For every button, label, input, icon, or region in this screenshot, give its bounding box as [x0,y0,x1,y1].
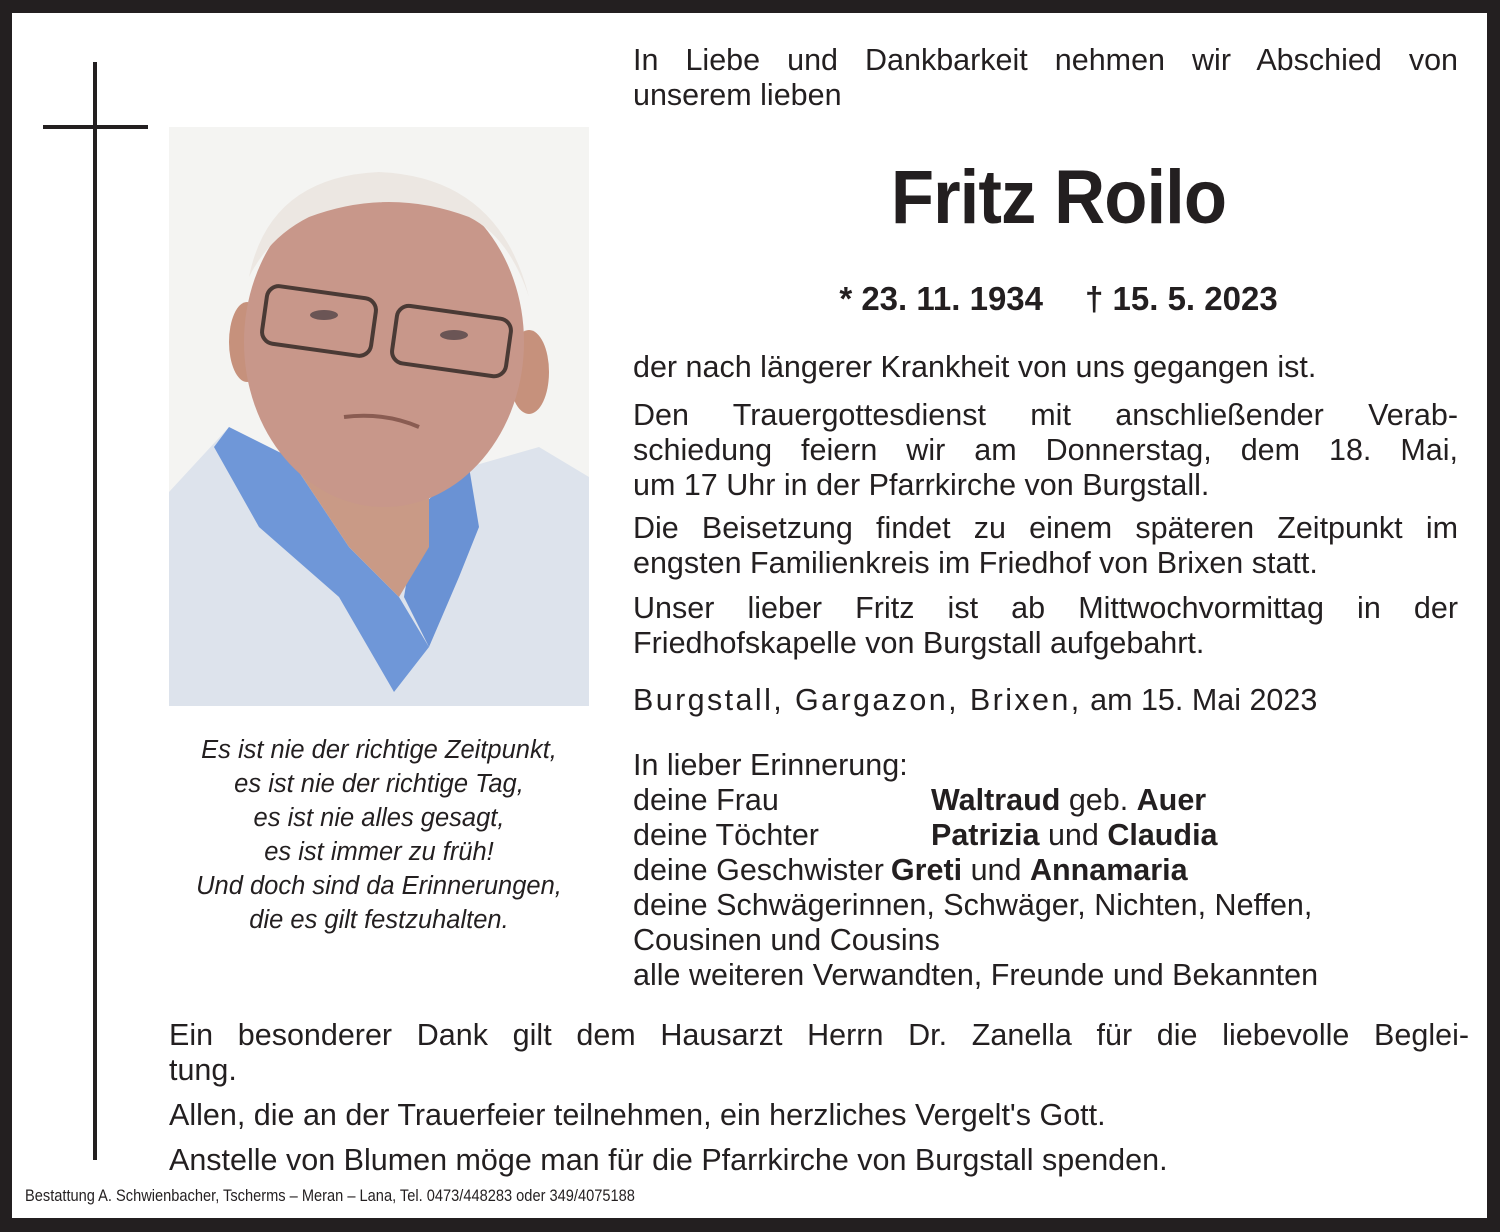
family-list [633,748,1458,993]
poem-line: die es gilt festzuhalten. [249,906,509,934]
poem-line: Es ist nie der richtige Zeitpunkt, [201,736,557,764]
family-row: deine Geschwister Greti und Annamaria [633,853,1188,887]
thanks-doctor: Ein besonderer Dank gilt dem Hausarzt Herrn Dr. Zanella für die liebevolle Beglei- tung. [169,1018,1469,1087]
poem-line: es ist nie alles gesagt, [253,804,505,832]
family-others: alle weiteren Verwandten, Freunde und Bekannten [633,958,1319,992]
cross-icon-horizontal [43,125,148,129]
death-date: † 15. 5. 2023 [1085,280,1278,317]
family-row: deine Frau Waltraud geb. Auer [633,783,1207,817]
family-others: Cousinen und Cousins [633,923,940,957]
service-text: Den Trauergottesdienst mit anschließender Verab- schiedung feiern wir am Donnerstag, dem 18. Mai, um 17 Uhr in der Pfarrkirche von Burgstall. [633,398,1458,502]
cross-icon-vertical [93,62,97,1160]
burial-text: Die Beisetzung findet zu einem späteren Zeitpunkt im engsten Familienkreis im Friedhof von Brixen statt. [633,511,1458,580]
intro-text: In Liebe und Dankbarkeit nehmen wir Abschied von unserem lieben [633,43,1458,112]
thanks-attendees: Allen, die an der Trauerfeier teilnehmen, ein herzliches Vergelt's Gott. [169,1098,1106,1132]
funeral-home-footer: Bestattung A. Schwienbacher, Tscherms – Meran – Lana, Tel. 0473/448283 oder 349/4075188 [25,1186,635,1205]
poem-line: Und doch sind da Erinnerungen, [196,872,562,900]
memory-heading: In lieber Erinnerung: [633,748,908,782]
deceased-name: Fritz Roilo [890,155,1227,240]
passing-text: der nach längerer Krankheit von uns gegangen ist. [633,350,1317,384]
family-others: deine Schwägerinnen, Schwäger, Nichten, Neffen, [633,888,1313,922]
flowers-note: Anstelle von Blumen möge man für die Pfarrkirche von Burgstall spenden. [169,1143,1168,1177]
poem-line: es ist immer zu früh! [264,838,494,866]
place-names: Burgstall, Gargazon, Brixen, [633,683,1082,717]
portrait-photo [169,127,589,706]
birth-date: * 23. 11. 1934 [839,280,1044,317]
obituary-page [12,13,1487,1218]
viewing-text: Unser lieber Fritz ist ab Mittwochvormittag in der Friedhofskapelle von Burgstall aufgebahrt. [633,591,1458,660]
poem [157,733,601,937]
poem-line: es ist nie der richtige Tag, [234,770,524,798]
family-row: deine Töchter Patrizia und Claudia [633,818,1218,852]
life-dates [633,279,1484,319]
thanks-section [169,1018,1469,1188]
place-date [633,683,1458,718]
notice-date: am 15. Mai 2023 [1090,683,1318,717]
